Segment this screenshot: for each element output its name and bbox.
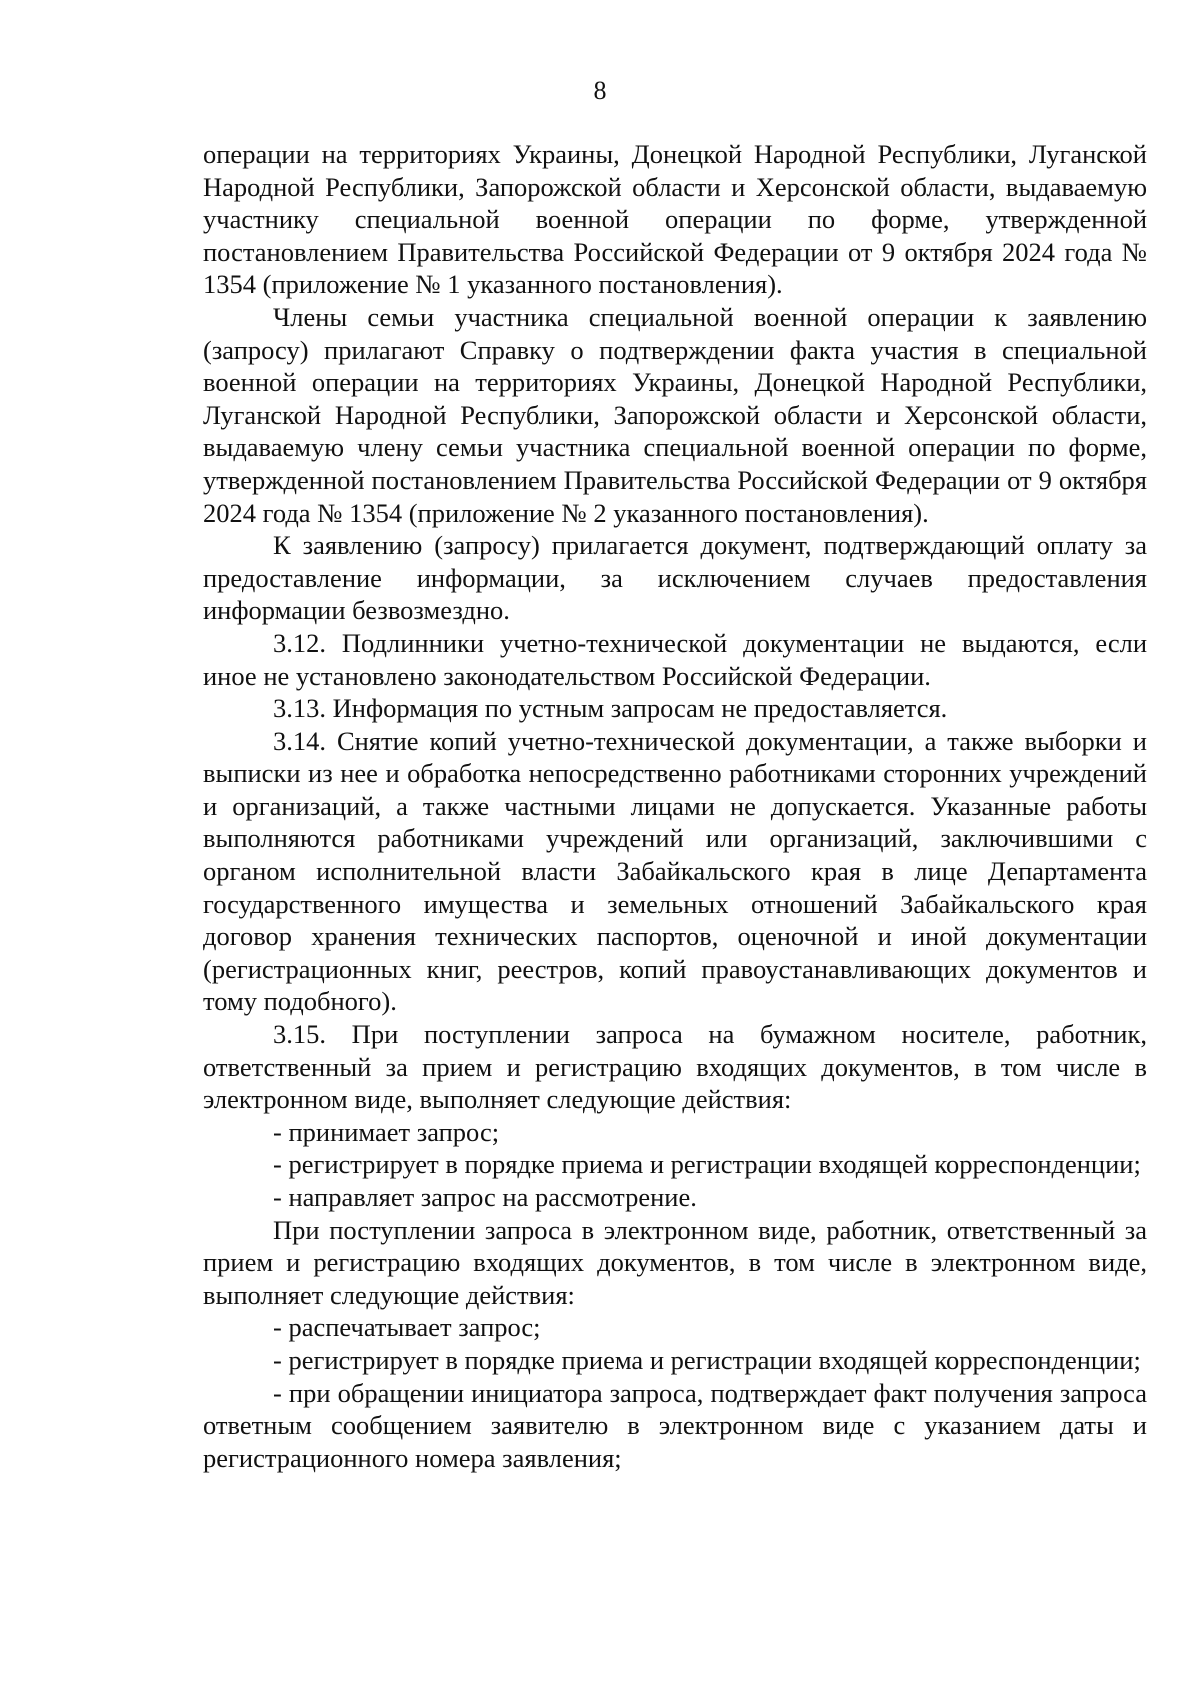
list-item-registers: - регистрирует в порядке приема и регистрации входящей корреспонденции; [273, 1149, 1141, 1180]
list-item-confirms-receipt: - при обращении инициатора запроса, подтверждает факт получения запроса ответным сообщением заявителю в электронном виде с указанием даты и регистрационного номера заявления; [203, 1377, 1147, 1473]
paragraph-continuation: операции на территориях Украины, Донецкой Народной Республики, Луганской Народной Республики, Запорожской области и Херсонской области, выдаваемую участнику специальной военной операции по форме, утвержденной постановлением Правительства Российской Федерации от 9 октября 2024 года № 1354 (приложение № 1 указанного постановления). [203, 139, 1147, 300]
clause-3-12: 3.12. Подлинники учетно-технической документации не выдаются, если иное не установлено законодательством Российской Федерации. [203, 627, 1147, 691]
document-body [203, 138, 1147, 1474]
list-item-accepts-request: - принимает запрос; [273, 1116, 500, 1147]
list-item-forwards: - направляет запрос на рассмотрение. [273, 1182, 697, 1212]
page-number: 8 [593, 76, 607, 105]
list-item-prints-request: - распечатывает запрос; [273, 1312, 541, 1343]
clause-3-13: 3.13. Информация по устным запросам не предоставляется. [273, 693, 948, 724]
clause-3-15: 3.15. При поступлении запроса на бумажном носителе, работник, ответственный за прием и регистрацию входящих документов, в том числе в электронном виде, выполняет следующие действия: [203, 1019, 1147, 1115]
list-item-registers-electronic: - регистрирует в порядке приема и регистрации входящей корреспонденции; [273, 1344, 1141, 1375]
paragraph-payment-document: К заявлению (запросу) прилагается документ, подтверждающий оплату за предоставление информации, за исключением случаев предоставления информации безвозмездно. [203, 530, 1147, 626]
paragraph-family-members: Члены семьи участника специальной военной операции к заявлению (запросу) прилагают Справку о подтверждении факта участия в специальной военной операции на территориях Украины, Донецкой Народной Республики, Луганской Народной Республики, Запорожской области и Херсонской области, выдаваемую члену семьи участника специальной военной операции по форме, утвержденной постановлением Правительства Российской Федерации от 9 октября 2024 года № 1354 (приложение № 2 указанного постановления). [203, 301, 1147, 528]
paragraph-electronic-request: При поступлении запроса в электронном виде, работник, ответственный за прием и регистрацию входящих документов, в том числе в электронном виде, выполняет следующие действия: [203, 1214, 1147, 1310]
clause-3-14: 3.14. Снятие копий учетно-технической документации, а также выборки и выписки из нее и обработка непосредственно работниками сторонних учреждений и организаций, а также частными лицами не допускается. Указанные работы выполняются работниками учреждений или организаций, заключившими с органом исполнительной власти Забайкальского края в лице Департамента государственного имущества и земельных отношений Забайкальского края договор хранения технических паспортов, оценочной и иной документации (регистрационных книг, реестров, копий правоустанавливающих документов и тому подобного). [203, 725, 1147, 1017]
